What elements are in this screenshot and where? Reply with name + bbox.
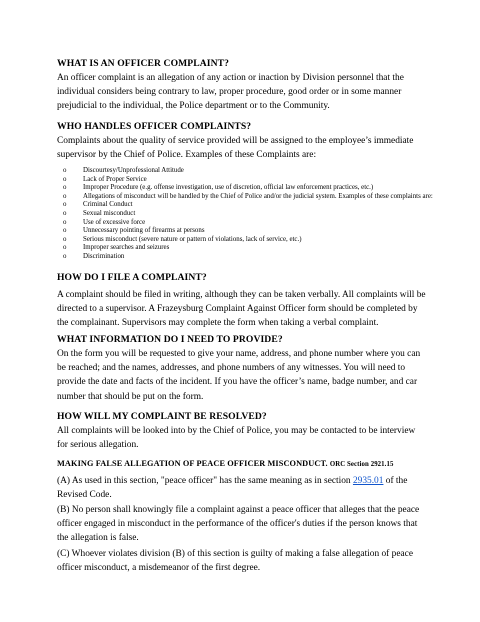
complaint-examples-list (63, 167, 433, 262)
paragraph-b: (B) No person shall knowingly file a complaint against a peace officer that alleges that the peace officer engaged in misconduct in the performance of the officer's duties if the person knows that the allegation is false. (57, 505, 420, 544)
heading-false-allegation: MAKING FALSE ALLEGATION OF PEACE OFFICER MISCONDUCT. ORC Section 2921.15 (57, 459, 394, 468)
bullet-icon: o (63, 218, 67, 226)
section-2935-01-link[interactable]: 2935.01 (352, 476, 384, 486)
bullet-icon: o (63, 201, 67, 209)
paragraph-how-file: A complaint should be filed in writing, although they can be taken verbally. All complaints will be directed to a supervisor. A Frazeysburg Complaint Against Officer form should be completed by the complainant. Supervisors may complete the form when taking a verbal complaint. (57, 290, 426, 329)
bullet-icon: o (63, 167, 67, 174)
list-item: o Sexual misconduct (63, 209, 136, 217)
paragraph-c: (C) Whoever violates division (B) of this section is guilty of making a false allegation of peace officer misconduct, a misdemeanor of the first degree. (57, 549, 413, 574)
heading-what-info: WHAT INFORMATION DO I NEED TO PROVIDE? (57, 334, 283, 345)
paragraph-who-handles: Complaints about the quality of service provided will be assigned to the employee’s immediate supervisor by the Chief of Police. Examples of these Complaints are: (57, 136, 414, 161)
heading-how-file: HOW DO I FILE A COMPLAINT? (57, 272, 207, 283)
list-item: o Unnecessary pointing of firearms at persons (63, 227, 205, 235)
heading-how-resolved: HOW WILL MY COMPLAINT BE RESOLVED? (57, 411, 267, 422)
list-item: o Lack of Proper Service (63, 175, 147, 183)
orc-section-ref: ORC Section 2921.15 (329, 461, 394, 468)
paragraph-what-info: On the form you will be requested to give your name, address, and phone number where you can be reached; and the names, addresses, and phone numbers of any witnesses. You will need to provide the date and facts of the incident. If you have the officer’s name, badge number, and car number that should be put on the form. (57, 349, 421, 402)
paragraph-what-is-complaint: An officer complaint is an allegation of any action or inaction by Division personnel that the individual considers being contrary to law, proper procedure, good order or in some manner prejudicial to the individual, the Police department or to the Community. (57, 73, 404, 112)
list-item: o Discrimination (63, 252, 125, 260)
list-item: o Allegations of misconduct will be handled by the Chief of Police and/or the judicial system. Examples of these complaints are: (63, 192, 433, 200)
bullet-icon: o (63, 252, 67, 260)
list-item: o Serious misconduct (severe nature or pattern of violations, lack of service, etc.) (63, 235, 302, 243)
paragraph-a: (A) As used in this section, "peace officer" has the same meaning as in section 2935.01 of the Revised Code. (57, 476, 408, 501)
bullet-icon: o (63, 184, 67, 192)
list-item: o Improper searches and seizures (63, 244, 170, 252)
bullet-icon: o (63, 175, 67, 183)
list-item: o Discourtesy/Unprofessional Attitude (63, 167, 184, 174)
list-item: o Criminal Conduct (63, 201, 133, 209)
paragraph-how-resolved: All complaints will be looked into by the Chief of Police, you may be contacted to be interview for serious allegation. (57, 426, 416, 451)
list-item: o Improper Procedure (e.g. offense investigation, use of discretion, official law enforcement practices, etc.) (63, 184, 374, 192)
bullet-icon: o (63, 235, 67, 243)
bullet-icon: o (63, 209, 67, 217)
bullet-icon: o (63, 244, 67, 252)
heading-who-handles: WHO HANDLES OFFICER COMPLAINTS? (57, 121, 252, 132)
bullet-icon: o (63, 227, 67, 235)
list-item: o Use of excessive force (63, 218, 146, 226)
bullet-icon: o (63, 192, 67, 200)
heading-what-is-complaint: WHAT IS AN OFFICER COMPLAINT? (57, 58, 230, 69)
